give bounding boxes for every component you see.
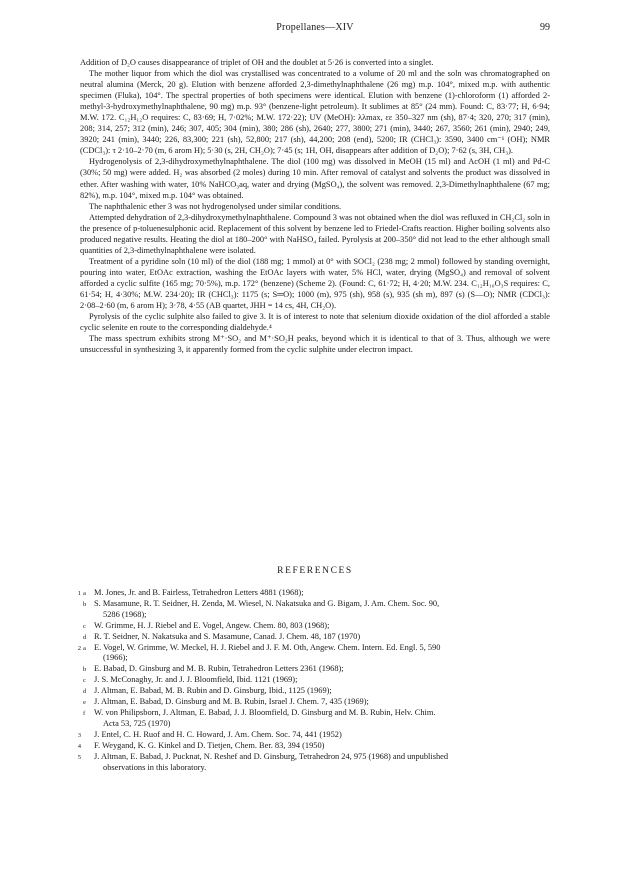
- reference-item: f W. von Philipsborn, J. Altman, E. Babad, J. J. Bloomfield, D. Ginsburg and M. B. Rubin, Helv. Chim. Acta 53, 725 (1970): [83, 707, 436, 728]
- reference-item: c W. Grimme, H. J. Riebel and E. Vogel, Angew. Chem. 80, 803 (1968);: [83, 620, 330, 630]
- running-header: [80, 22, 550, 36]
- reference-item: b S. Masamune, R. T. Seidner, H. Zenda, M. Wiesel, N. Nakatsuka and G. Bigam, J. Am. Chem. Soc. 90, 5286 (1968);: [83, 598, 440, 619]
- reference-item: e J. Altman, E. Babad, D. Ginsburg and M. B. Rubin, Israel J. Chem. 7, 435 (1969);: [83, 697, 369, 707]
- reference-item: b E. Babad, D. Ginsburg and M. B. Rubin, Tetrahedron Letters 2361 (1968);: [83, 664, 344, 674]
- reference-item: 3 J. Entel, C. H. Ruof and H. C. Howard, J. Am. Chem. Soc. 74, 441 (1952): [77, 729, 342, 739]
- reference-item: 1 a M. Jones, Jr. and B. Fairless, Tetrahedron Letters 4881 (1968);: [77, 588, 304, 597]
- paragraph: The naphthalenic ether 3 was not hydrogenolysed under similar conditions.: [89, 201, 342, 211]
- paragraph: Treatment of a pyridine soln (10 ml) of the diol (188 mg; 1 mmol) at 0° with SOCl₂ (238 mg; 2 mmol) followed by standing overnight, pouring into water, EtOAc extraction, washing the EtOAc layers with water, 5% HCl, water, drying (MgSO₄) and removal of solvent afforded a cyclic sulfite (165 mg; 70·5%), m.p. 172° (benzene) (Scheme 2). (Found: C, 61·72; H, 4·20; M.W. 234. C₁₂H₁₀O₃S requires: C, 61·54; H, 4·30%; M.W. 234·20); IR (CHCl₃): 1175 (s; S═O); 1000 (m), 975 (sh), 958 (s), 935 (sh m), 897 (s) (S—O); NMR (CDCl₃): 2·08–2·60 (m, 6 arom H); 3·78, 4·55 (AB quartet, JHH = 14 cs, 4H, CH₂O).: [80, 256, 550, 311]
- paragraph: Attempted dehydration of 2,3-dihydroxymethylnaphthalene. Compound 3 was not obtained when the diol was refluxed in CH₂Cl₂ soln in the presence of p-toluenesulphonic acid. Replacement of this solvent by benzene led to Friedel-Crafts reaction. Higher boiling solvents also produced negative results. Heating the diol at 180–200° with NaHSO₄ failed. Pyrolysis at 200–350° did not lead to the ether although small quantities of 2,3-dimethylnaphthalene were isolated.: [80, 212, 550, 255]
- paragraph: Pyrolysis of the cyclic sulphite also failed to give 3. It is of interest to note that selenium dioxide oxidation of the diol afforded a stable cyclic selenite en route to the corresponding dialdehyde.⁴: [80, 312, 550, 333]
- references-heading: REFERENCES: [277, 566, 353, 576]
- reference-item: c J. S. McConaghy, Jr. and J. J. Bloomfield, Ibid. 1121 (1969);: [83, 675, 298, 685]
- reference-item: d J. Altman, E. Babad, M. B. Rubin and D. Ginsburg, Ibid., 1125 (1969);: [83, 686, 332, 696]
- paragraph: Addition of D₂O causes disappearance of triplet of OH and the doublet at 5·26 is converted into a singlet.: [80, 58, 434, 67]
- reference-item: 2 a E. Vogel, W. Grimme, W. Meckel, H. J. Riebel and J. F. M. Oth, Angew. Chem. Intern. Ed. Engl. 5, 590 (1966);: [77, 642, 441, 663]
- paragraph: The mass spectrum exhibits strong M⁺·SO₂ and M⁺·SO₂H peaks, beyond which it is identical to that of 3. Thus, although we were unsuccessful in synthesizing 3, it apparently formed from the cyclic sulphite under electron impact.: [80, 334, 550, 355]
- paragraph: The mother liquor from which the diol was crystallised was concentrated to a volume of 20 ml and the soln was chromatographed on neutral alumina (Merck, 20 g). Elution with benzene afforded 2,3-dimethylnaphthalene (26 mg) m.p. 104°, mixed m.p. with authentic specimen (Fluka), 104°. The spectral properties of both specimens were identical. Elution with benzene (1)-chloroform (1) afforded 2-methyl-3-hydroxymethylnaphthalene, 90 mg) m.p. 93° (benzene-light petroleum). It sublimes at 85° (24 mm). Found: C, 83·77; H, 6·94; M.W. 172. C₁₂H₁₂O requires: C, 83·69; H, 7·02%; M.W. 172·22); UV (MeOH): λλmax, εε 350–327 nm (sh), 87·4; 320, 270; 317 (min), 208; 314, 257; 312 (min), 246; 307, 405; 304 (min), 380; 286 (sh), 2640; 277, 3800; 271 (min), 3440; 267, 3560; 261 (min), 2940; 249, 3920; 241 (min), 3440; 226, 83,300; 221 (sh), 52,800; 217 (sh), 44,200; 208 (end), 5200; IR (CHCl₃): 3590, 3400 cm⁻¹ (OH); NMR (CDCl₃): τ 2·10–2·70 (m, 6 arom H); 5·30 (s, 2H, CH₂O); 7·45 (s; 1H, OH, disappears after addition of D₂O); 7·62 (s, 3H, CH₃).: [80, 69, 550, 156]
- reference-item: 4 F. Weygand, K. G. Kinkel and D. Tietjen, Chem. Ber. 83, 394 (1950): [77, 740, 325, 750]
- page-number: 99: [540, 22, 550, 33]
- body-text: [80, 57, 550, 355]
- reference-item: d R. T. Seidner, N. Nakatsuka and S. Masamune, Canad. J. Chem. 48, 187 (1970): [83, 631, 361, 641]
- paragraph: Hydrogenolysis of 2,3-dihydroxymethylnaphthalene. The diol (100 mg) was dissolved in MeOH (15 ml) and AcOH (1 ml) and Pd-C (30%; 50 mg) were added. H₂ was absorbed (2 moles) during 10 min. After removal of catalyst and solvents the product was dissolved in ether. After washing with water, 10% NaHCO₃aq, water and drying (MgSO₄), the solvent was removed. 2,3-Dimethylnaphthalene (67 mg; 82%), m.p. 104°, mixed m.p. 104° was obtained.: [80, 157, 550, 200]
- references-list: [77, 588, 550, 773]
- running-head-title: Propellanes—XIV: [276, 22, 354, 33]
- reference-item: 5 J. Altman, E. Babad, J. Pucknat, N. Reshef and D. Ginsburg, Tetrahedron 24, 975 (1968) and unpublished observations in this laboratory.: [77, 751, 449, 772]
